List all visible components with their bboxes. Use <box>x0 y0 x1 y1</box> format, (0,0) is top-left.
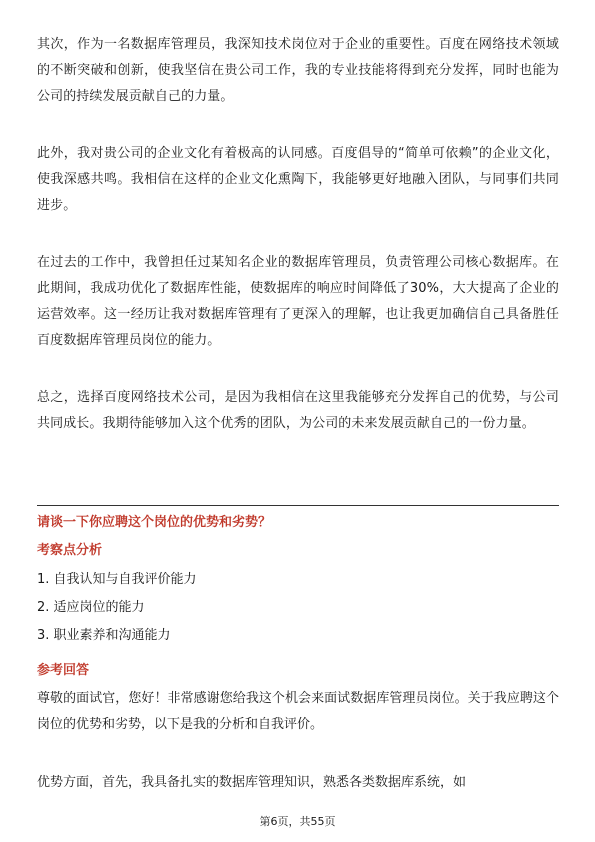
paragraph-gap <box>37 354 559 385</box>
paragraph-4: 总之，选择百度网络技术公司，是因为我相信在这里我能够充分发挥自己的优势，与公司共同成长。我期待能够加入这个优秀的团队，为公司的未来发展贡献自己的一份力量。 <box>37 390 559 431</box>
answer-paragraph-2: 优势方面，首先，我具备扎实的数据库管理知识，熟悉各类数据库系统，如 <box>37 775 467 790</box>
paragraph-2: 此外，我对贵公司的企业文化有着极高的认同感。百度倡导的“简单可依赖”的企业文化，使我深感共鸣。我相信在这样的企业文化熏陶下，我能够更好地融入团队，与同事们共同进步。 <box>37 146 559 213</box>
paragraph-gap <box>37 219 559 250</box>
paragraph-gap <box>37 110 559 141</box>
answer-paragraph-1: 尊敬的面试官，您好！非常感谢您给我这个机会来面试数据库管理员岗位。关于我应聘这个岗位的优势和劣势，以下是我的分析和自我评价。 <box>37 691 559 732</box>
paragraph-3: 在过去的工作中，我曾担任过某知名企业的数据库管理员，负责管理公司核心数据库。在此期间，我成功优化了数据库性能，使数据库的响应时间降低了30%，大大提高了企业的运营效率。这一经历让我对数据库管理有了更深入的理解，也让我更加确信自己具备胜任百度数据库管理员岗位的能力。 <box>37 255 559 348</box>
reference-heading: 参考回答 <box>37 663 90 678</box>
analysis-list <box>37 566 197 650</box>
analysis-item: 1. 自我认知与自我评价能力 <box>37 572 197 587</box>
paragraph-1: 其次，作为一名数据库管理员，我深知技术岗位对于企业的重要性。百度在网络技术领域的不断突破和创新，使我坚信在贵公司工作，我的专业技能将得到充分发挥，同时也能为公司的持续发展贡献自己的力量。 <box>37 37 559 104</box>
analysis-heading: 考察点分析 <box>37 543 103 558</box>
analysis-item: 3. 职业素养和沟通能力 <box>37 628 171 643</box>
analysis-item: 2. 适应岗位的能力 <box>37 600 145 615</box>
interview-question: 请谈一下你应聘这个岗位的优势和劣势？ <box>37 515 272 530</box>
body-text <box>37 32 559 463</box>
section-divider <box>37 505 559 506</box>
page-number: 第6页，共55页 <box>259 815 336 828</box>
